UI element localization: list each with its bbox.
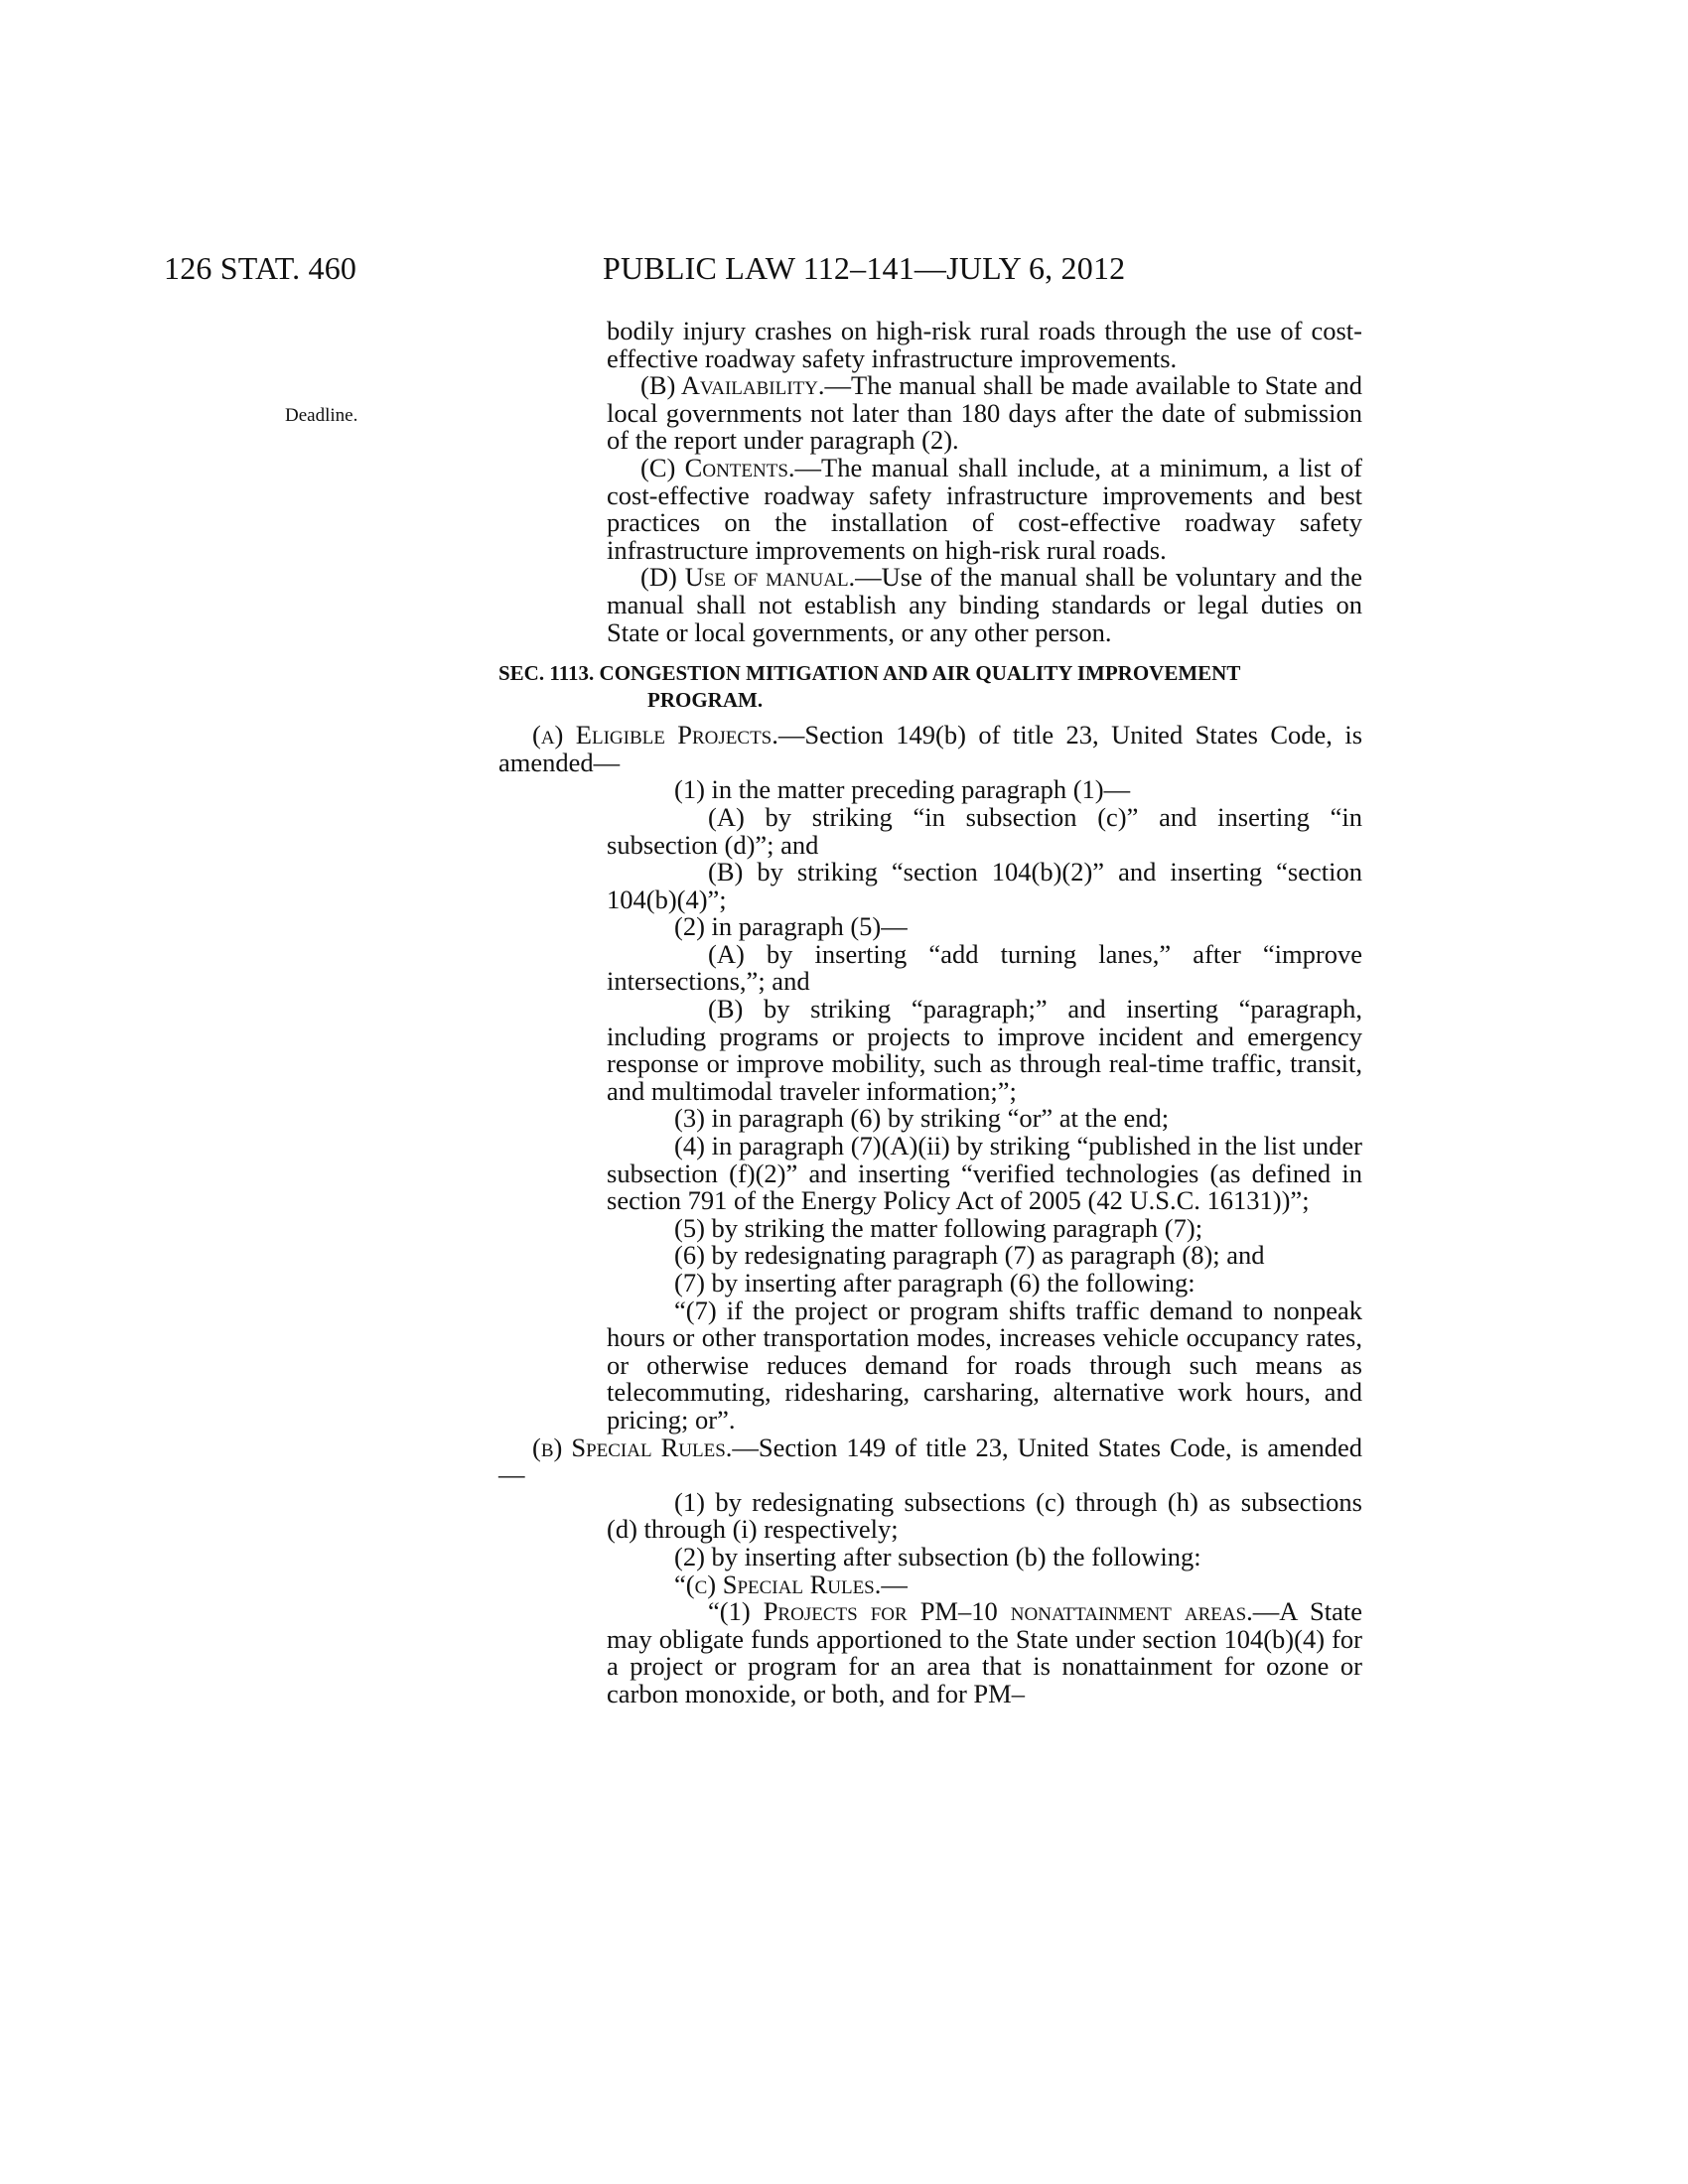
- page-body: [498, 318, 1362, 1708]
- subparagraph-c-text: —The manual shall include, at a minimum, a list of cost-effective roadway safety infrastructure improvements and best practices on the installation of cost-effective roadway safety infrastructure improvements on high-risk rural roads.: [607, 452, 1362, 565]
- list-item: (A) by inserting “add turning lanes,” after “improve intersections,”; and: [607, 938, 1362, 997]
- list-item: (7) by inserting after paragraph (6) the following:: [674, 1268, 1196, 1297]
- page-stat-number: 126 STAT. 460: [164, 250, 357, 286]
- quoted-paragraph-1-text: —A State may obligate funds apportioned to the State under section 104(b)(4) for a project or program for an area that is nonattainment for ozone or carbon monoxide, or both, and for PM–: [607, 1596, 1362, 1708]
- subparagraph-b: [498, 372, 1362, 455]
- quoted-paragraph-1: [498, 1598, 1362, 1707]
- quoted-subsection-c-heading: “(c) Special Rules.: [674, 1569, 882, 1599]
- section-heading: [498, 660, 1362, 714]
- quoted-subsection-c-dash: —: [881, 1569, 908, 1599]
- subsection-b-text: —Section 149 of title 23, United States Code, is amended—: [498, 1432, 1362, 1490]
- subsection-a-heading: (a) Eligible Projects.: [532, 720, 778, 751]
- section-title-line-2: PROGRAM.: [647, 688, 764, 713]
- running-head: PUBLIC LAW 112–141—JULY 6, 2012: [603, 250, 1126, 286]
- list-item: (2) in paragraph (5)—: [674, 911, 908, 942]
- subparagraph-d: [498, 564, 1362, 646]
- list-item: (B) by striking “section 104(b)(2)” and inserting “section 104(b)(4)”;: [607, 857, 1362, 914]
- subparagraph-b-heading: (B) Availability.: [640, 370, 825, 401]
- subsection-b: [498, 1434, 1362, 1489]
- list-item: (2) by inserting after subsection (b) the following:: [674, 1541, 1201, 1571]
- subsection-b-heading: (b) Special Rules.: [532, 1432, 733, 1462]
- subparagraph-b-text: —The manual shall be made available to State and local governments not later than 180 days after the date of submission of the report under paragraph (2).: [607, 370, 1362, 456]
- list-item: (3) in paragraph (6) by striking “or” at the end;: [674, 1103, 1170, 1134]
- list-item: (A) by striking “in subsection (c)” and inserting “in subsection (d)”; and: [607, 801, 1362, 860]
- list-item: (1) in the matter preceding paragraph (1)—: [674, 774, 1131, 805]
- list-item: (5) by striking the matter following paragraph (7);: [674, 1212, 1203, 1243]
- paragraph-continuation: bodily injury crashes on high-risk rural roads through the use of cost-effective roadway safety infrastructure improvements.: [607, 316, 1362, 373]
- subparagraph-d-text: —Use of the manual shall be voluntary and the manual shall not establish any binding standards or legal duties on State or local governments, or any other person.: [607, 562, 1362, 647]
- margin-note-deadline: Deadline.: [285, 405, 358, 426]
- list-item: (B) by striking “paragraph;” and inserting “paragraph, including programs or projects to improve incident and emergency response or improve mobility, such as through real-time traffic, transit, and multimodal traveler information;”;: [607, 994, 1362, 1106]
- quoted-paragraph-1-heading: “(1) Projects for PM–10 nonattainment areas.: [708, 1596, 1253, 1627]
- quoted-subsection-c: [498, 1571, 1362, 1599]
- subsection-a-text: —Section 149(b) of title 23, United States Code, is amended—: [498, 720, 1363, 777]
- subparagraph-c: [498, 452, 1362, 565]
- section-title-line-1: SEC. 1113. CONGESTION MITIGATION AND AIR QUALITY IMPROVEMENT: [498, 661, 1241, 686]
- list-item: (1) by redesignating subsections (c) through (h) as subsections (d) through (i) respectively;: [607, 1486, 1362, 1545]
- list-item: (6) by redesignating paragraph (7) as paragraph (8); and: [674, 1240, 1265, 1271]
- subsection-a: [498, 722, 1362, 776]
- subparagraph-d-heading: (D) Use of manual.: [640, 562, 856, 593]
- list-item: (4) in paragraph (7)(A)(ii) by striking “published in the list under subsection (f)(2)” and inserting “verified technologies (as defined in section 791 of the Energy Policy Act of 2005 (42 U.S.C. 16131))”;: [607, 1131, 1362, 1216]
- subparagraph-c-heading: (C) Contents.: [640, 452, 795, 482]
- quoted-paragraph-7: “(7) if the project or program shifts traffic demand to nonpeak hours or other transportation modes, increases vehicle occupancy rates, or otherwise reduces demand for roads through such means as telecommuting, ridesharing, carsharing, alternative work hours, and pricing; or”.: [607, 1295, 1362, 1434]
